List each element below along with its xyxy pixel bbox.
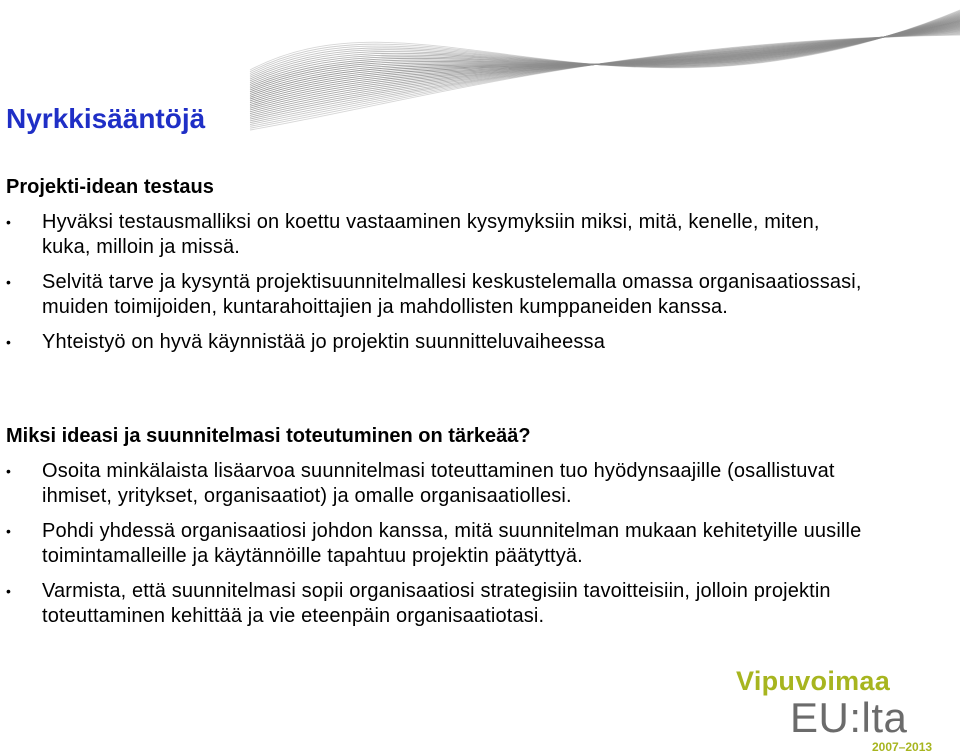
section-heading-importance: Miksi ideasi ja suunnitelmasi toteutuminen on tärkeää? xyxy=(6,425,531,447)
list-item xyxy=(0,330,870,355)
vipuvoimaa-logo xyxy=(736,666,946,752)
list-item xyxy=(0,210,870,260)
section-heading-idea-testing: Projekti-idean testaus xyxy=(6,176,214,198)
list-item-text: Osoita minkälaista lisäarvoa suunnitelmasi toteuttaminen tuo hyödynsaajille (osallistuvat ihmiset, yritykset, organisaatiot) ja omalle organisaatiollesi. xyxy=(42,460,835,507)
bullet-icon: • xyxy=(6,214,12,230)
wave-line xyxy=(250,21,960,96)
wave-line xyxy=(250,17,960,87)
logo-line2: EU:lta xyxy=(790,694,908,741)
idea-testing-list xyxy=(0,210,870,365)
list-item xyxy=(0,270,870,320)
logo-years: 2007–2013 xyxy=(872,740,933,754)
list-item xyxy=(0,519,870,569)
list-item-text: Pohdi yhdessä organisaatiosi johdon kanssa, mitä suunnitelman mukaan kehitetyille uusille toimintamalleille ja käytännöille tapahtuu projektin päätyttyä. xyxy=(42,520,862,567)
bullet-icon: • xyxy=(6,583,12,599)
list-item-text: Yhteistyö on hyvä käynnistää jo projektin suunnitteluvaiheessa xyxy=(42,331,605,353)
list-item-text: Selvitä tarve ja kysyntä projektisuunnitelmallesi keskustelemalla omassa organisaatiossasi, muiden toimijoiden, kuntarahoittajien ja mahdollisten kumppaneiden kanssa. xyxy=(42,271,862,318)
logo-line1: Vipuvoimaa xyxy=(736,666,891,696)
list-item xyxy=(0,579,870,629)
list-item-text: Varmista, että suunnitelmasi sopii organisaatiosi strategisiin tavoitteisiin, jolloin projektin toteuttaminen kehittää ja vie eteenpäin organisaatiotasi. xyxy=(42,580,831,627)
bullet-icon: • xyxy=(6,523,12,539)
list-item xyxy=(0,459,870,509)
wave-line xyxy=(250,25,960,106)
slide-title: Nyrkkisääntöjä xyxy=(6,103,206,134)
bullet-icon: • xyxy=(6,274,12,290)
wave-line xyxy=(250,21,960,97)
bullet-icon: • xyxy=(6,463,12,479)
list-item-text: Hyväksi testausmalliksi on koettu vastaaminen kysymyksiin miksi, mitä, kenelle, miten, kuka, milloin ja missä. xyxy=(42,211,820,258)
bullet-icon: • xyxy=(6,334,12,350)
importance-list xyxy=(0,459,870,639)
wave-line xyxy=(250,33,960,126)
wave-lines-decoration xyxy=(0,0,960,190)
